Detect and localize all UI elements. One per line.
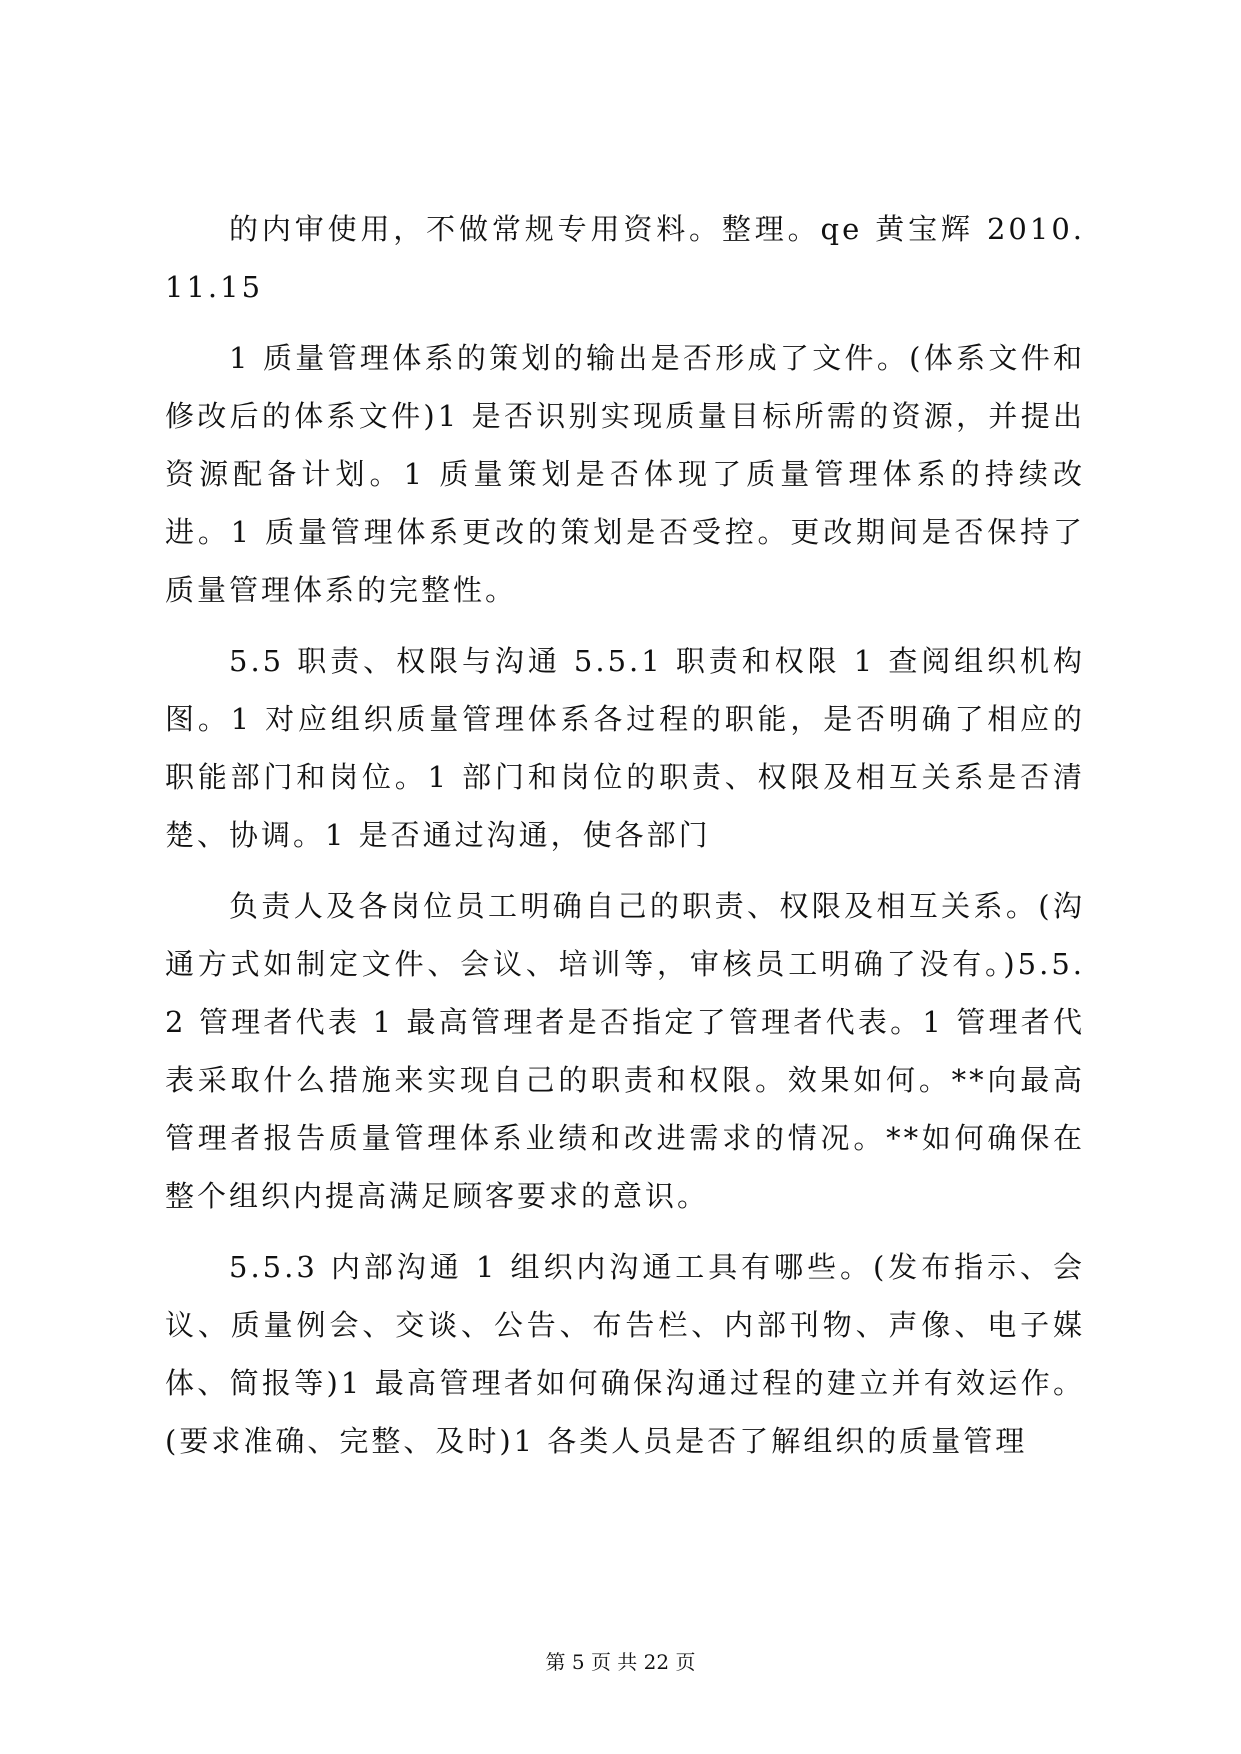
paragraph-4: 负责人及各岗位员工明确自己的职责、权限及相互关系。(沟通方式如制定文件、会议、培训等，审核员工明确了没有。)5.5.2 管理者代表 1 最高管理者是否指定了管理者代表。1 管理者代表采取什么措施来实现自己的职责和权限。效果如何。**向最高管理者报告质量管理体系业绩和改进需求的情况。**如何确保在整个组织内提高满足顾客要求的意识。	[165, 889, 1085, 1213]
paragraph-1: 的内审使用，不做常规专用资料。整理。qe 黄宝辉 2010.11.15	[165, 212, 1085, 304]
paragraph-5: 5.5.3 内部沟通 1 组织内沟通工具有哪些。(发布指示、会议、质量例会、交谈、公告、布告栏、内部刊物、声像、电子媒体、简报等)1 最高管理者如何确保沟通过程的建立并有效运作。(要求准确、完整、及时)1 各类人员是否了解组织的质量管理	[165, 1250, 1085, 1458]
paragraph-2: 1 质量管理体系的策划的输出是否形成了文件。(体系文件和修改后的体系文件)1 是否识别实现质量目标所需的资源，并提出资源配备计划。1 质量策划是否体现了质量管理体系的持续改进。1 质量管理体系更改的策划是否受控。更改期间是否保持了质量管理体系的完整性。	[165, 341, 1085, 607]
document-body	[165, 200, 1085, 1470]
page-number-footer: 第 5 页 共 22 页	[545, 1650, 696, 1674]
paragraph-3: 5.5 职责、权限与沟通 5.5.1 职责和权限 1 查阅组织机构图。1 对应组织质量管理体系各过程的职能，是否明确了相应的职能部门和岗位。1 部门和岗位的职责、权限及相互关系是否清楚、协调。1 是否通过沟通，使各部门	[165, 644, 1085, 852]
